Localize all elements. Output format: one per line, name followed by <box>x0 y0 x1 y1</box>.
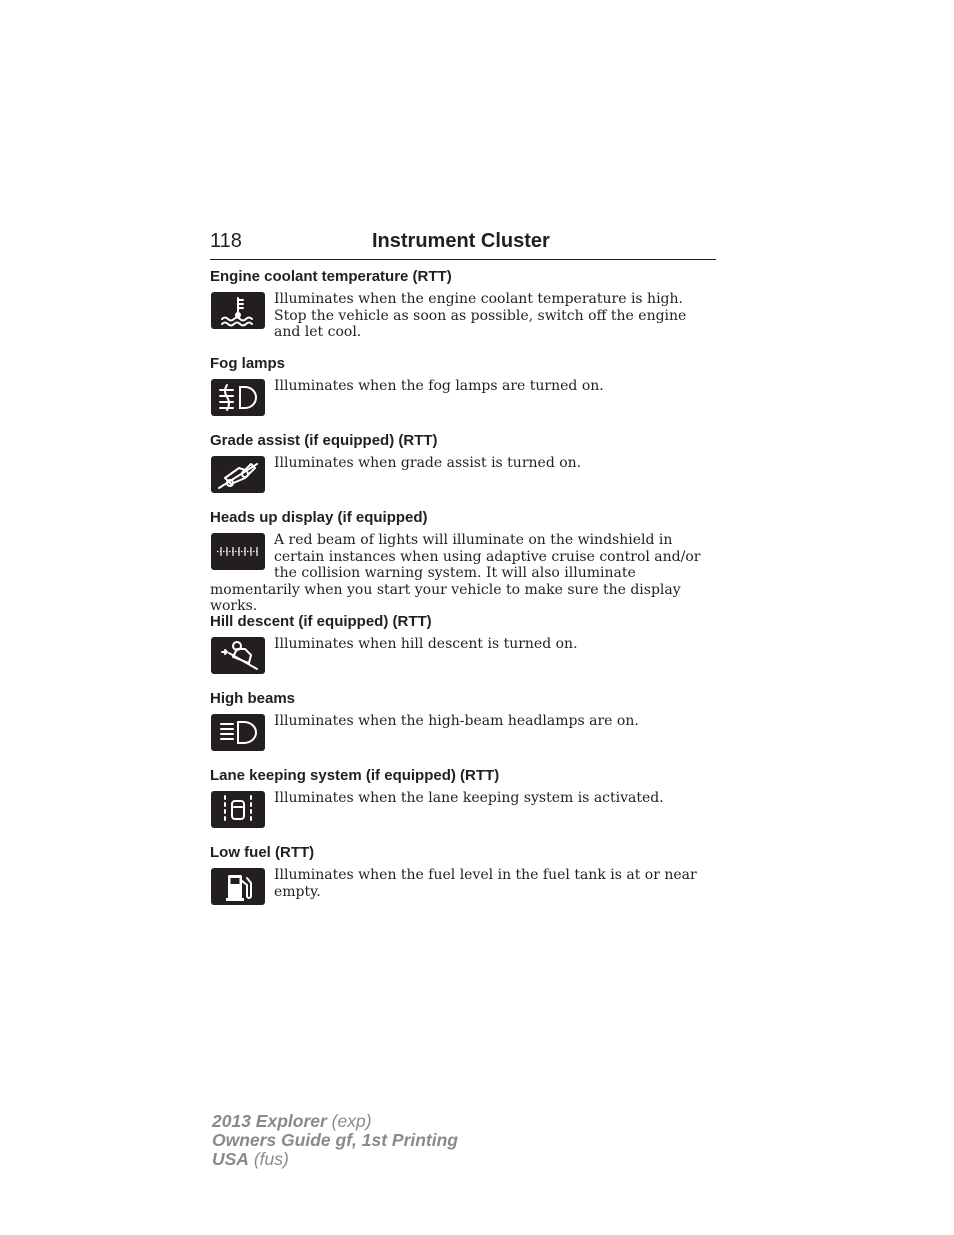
footer-line-2: Owners Guide gf, 1st Printing <box>212 1130 458 1150</box>
section-text: Illuminates when the lane keeping system is activated. <box>274 790 664 806</box>
page-title: Instrument Cluster <box>372 230 550 252</box>
section-title: High beams <box>210 690 296 707</box>
section-title: Grade assist (if equipped) (RTT) <box>210 432 438 449</box>
section-text: Illuminates when hill descent is turned on. <box>274 636 578 652</box>
section-text: Illuminates when the high-beam headlamps are on. <box>274 713 639 729</box>
section-title: Engine coolant temperature (RTT) <box>210 268 452 285</box>
page-number: 118 <box>210 230 242 252</box>
section-text: Illuminates when grade assist is turned on. <box>274 455 582 471</box>
page-header <box>210 228 716 260</box>
section-text: Illuminates when the fog lamps are turned on. <box>274 378 604 394</box>
section-title: Hill descent (if equipped) (RTT) <box>210 613 432 630</box>
section-title: Fog lamps <box>210 355 286 372</box>
section-text: Illuminates when the fuel level in the fuel tank is at or near empty. <box>274 867 697 900</box>
section-text: A red beam of lights will illuminate on the windshield in certain instances when using adaptive cruise control and/or the collision warning system. It will also illuminate momentarily when you start your vehicle to make sure the display works. <box>210 532 701 614</box>
section-text: Illuminates when the engine coolant temperature is high. Stop the vehicle as soon as possible, switch off the engine and let cool. <box>274 291 687 340</box>
footer-line-3: USA (fus) <box>212 1149 289 1169</box>
section-title: Lane keeping system (if equipped) (RTT) <box>210 767 500 784</box>
document-footer <box>212 1112 458 1169</box>
section-title: Low fuel (RTT) <box>210 844 315 861</box>
footer-line-1: 2013 Explorer (exp) <box>212 1111 372 1131</box>
section-title: Heads up display (if equipped) <box>210 509 428 526</box>
